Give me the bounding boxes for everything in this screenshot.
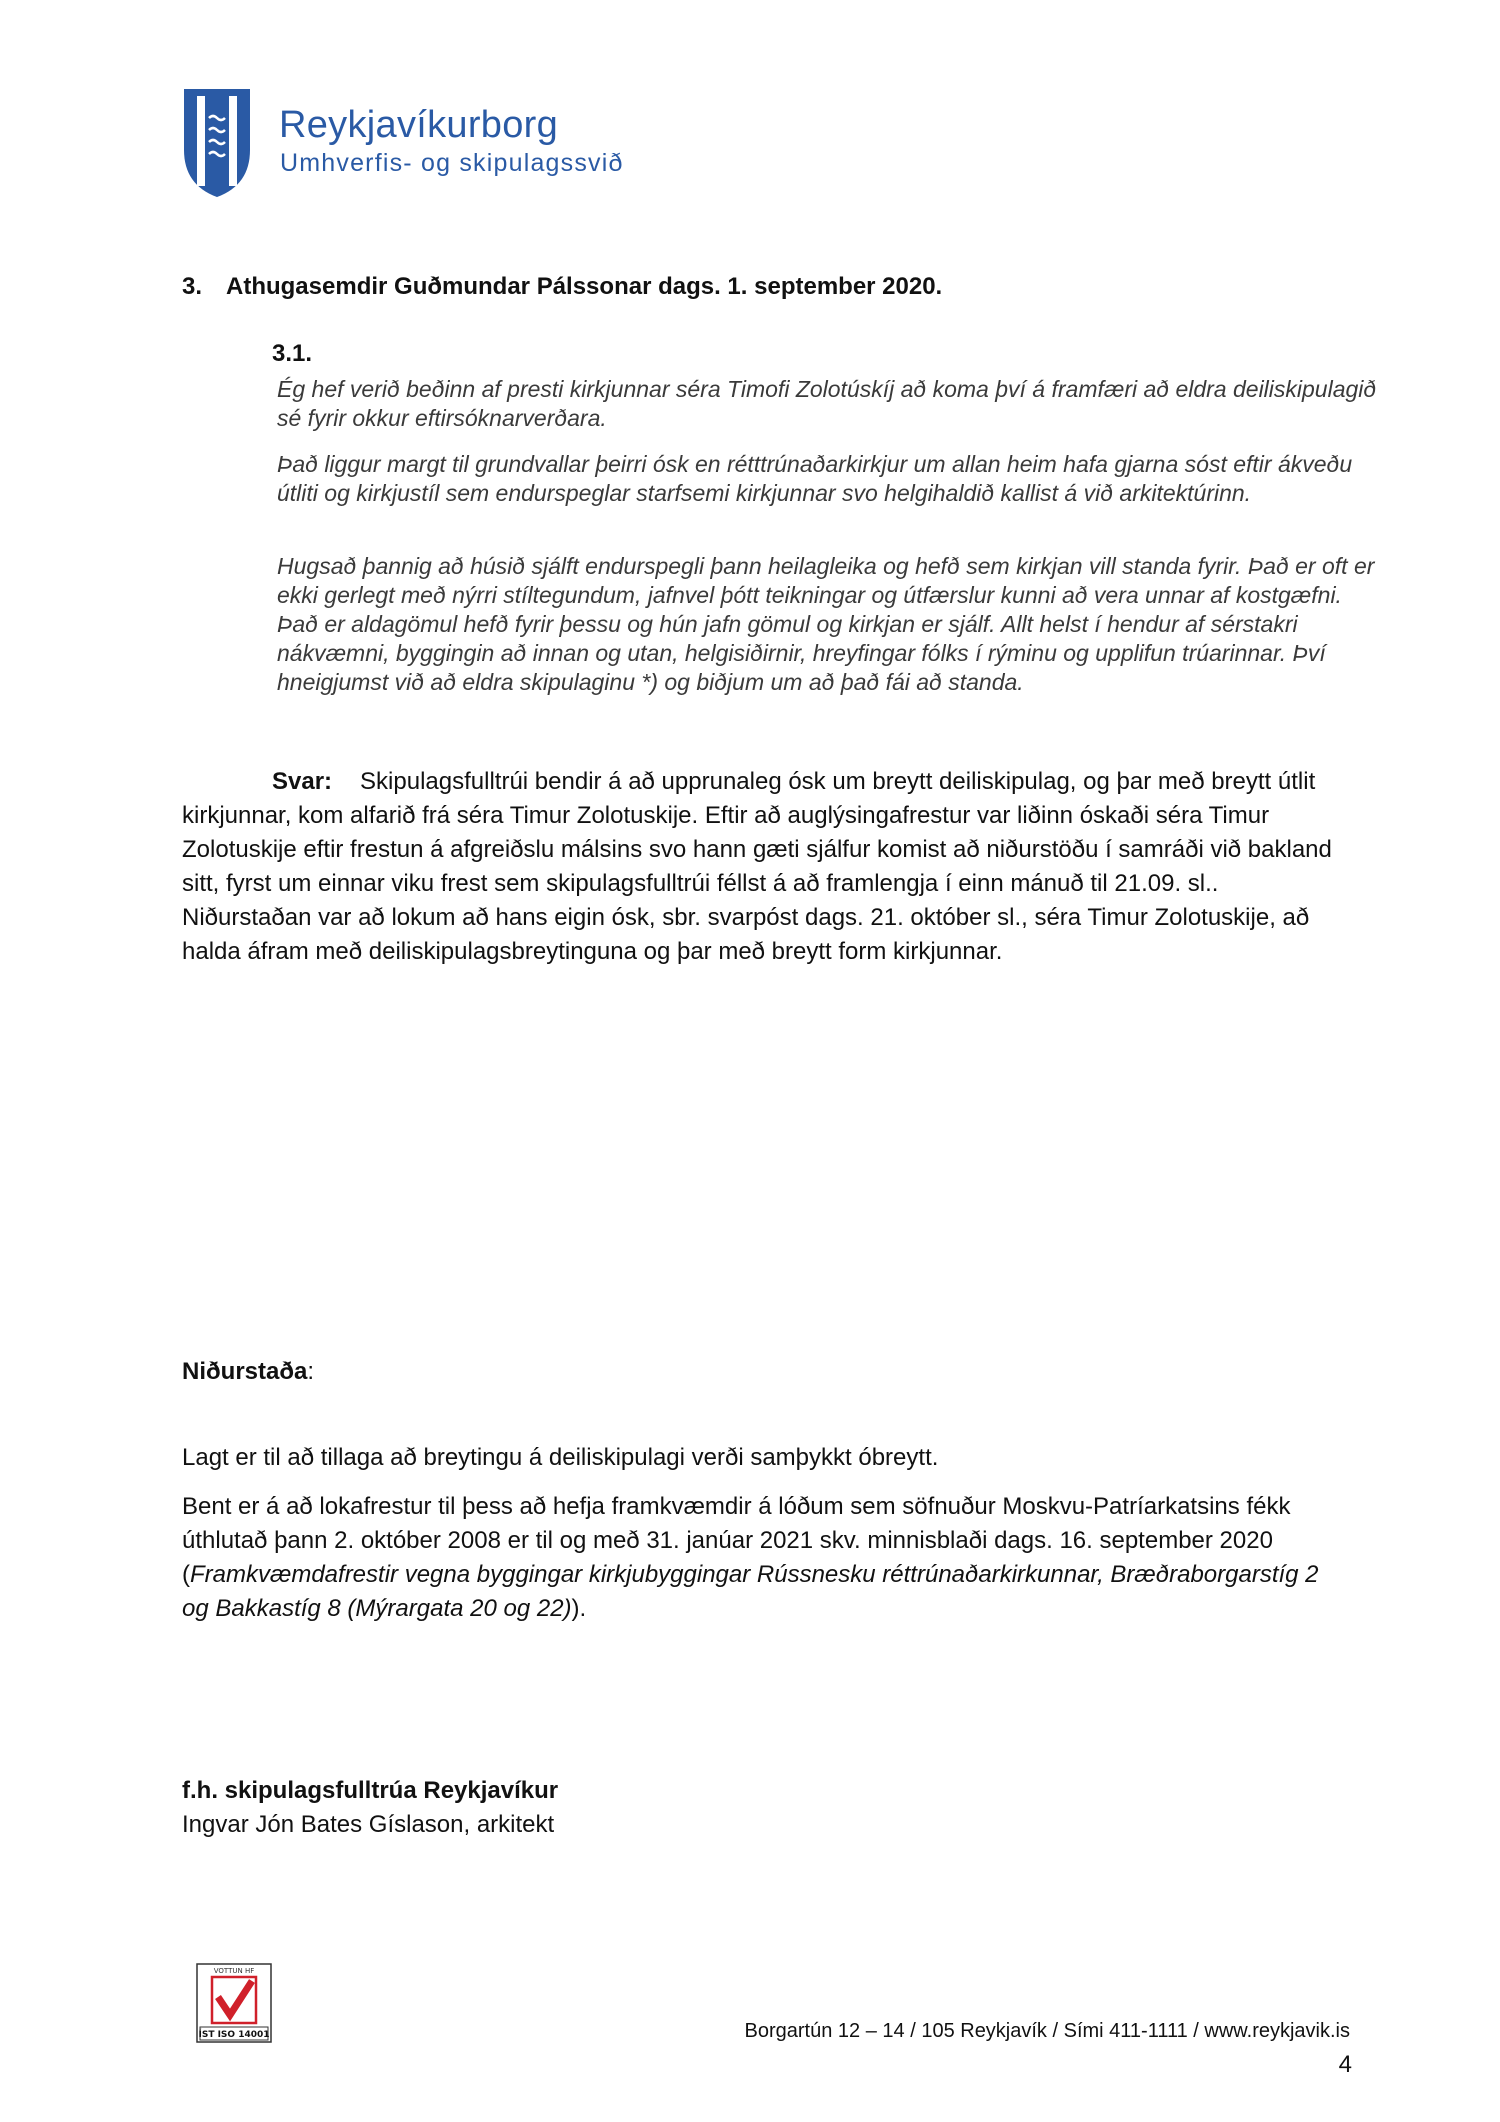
- conclusion-label: Niðurstaða: [182, 1358, 308, 1385]
- conclusion-paragraph-2-end: ).: [571, 1595, 587, 1622]
- conclusion-paragraph-2-start: Bent er á að lokafrestur til þess að hefja framkvæmdir á lóðum sem söfnuður Moskvu-Patríarkatsins fékk úthlutað þann 2. október 2008 er til og með 31. janúar 2021 skv. minnisblaði dags. 16. september 2020 (: [182, 1493, 1291, 1588]
- answer-label: Svar:: [272, 768, 333, 795]
- section-heading: [182, 272, 942, 302]
- quote-paragraph-1: Ég hef verið beðinn af presti kirkjunnar séra Timofi Zolotúskíj að koma því á framfæri að eldra deiliskipulagið sé fyrir okkur eftirsóknarverðara.: [277, 376, 1377, 431]
- section-number: 3.: [182, 273, 203, 300]
- conclusion-heading: [182, 1357, 314, 1387]
- signature-title: f.h. skipulagsfulltrúa Reykjavíkur: [182, 1777, 559, 1804]
- org-name: Reykjavíkurborg: [279, 104, 559, 146]
- iso-certification-logo: [196, 1963, 272, 2043]
- signature-name: Ingvar Jón Bates Gíslason, arkitekt: [182, 1811, 555, 1838]
- memo-title: Framkvæmdafrestir vegna byggingar kirkjubyggingar Rússnesku réttrúnaðarkirkunnar, Bræðraborgarstíg 2 og Bakkastíg 8 (Mýrargata 20 og 22): [182, 1561, 1319, 1622]
- section-title: Athugasemdir Guðmundar Pálssonar dags. 1. september 2020.: [226, 273, 943, 300]
- quote-paragraph-3: Hugsað þannig að húsið sjálft endurspegli þann heilagleika og hefð sem kirkjan vill standa fyrir. Það er oft er ekki gerlegt með nýrri stíltegundum, jafnvel þótt teikningar og útfærslur kunni að vera unnar af kostgæfni. Það er aldagömul hefð fyrir þessu og hún jafn gömul og kirkjan er sjálf. Allt helst í hendur af sérstakri nákvæmni, byggingin að innan og utan, helgisiðirnir, hreyfingar fólks í rýminu og upplifun trúarinnar. Því hneigjumst við að eldra skipulaginu *) og biðjum um að það fái að standa.: [277, 553, 1375, 695]
- subsection-number: 3.1.: [272, 340, 313, 367]
- page-number: 4: [1338, 2051, 1352, 2078]
- reykjavik-coat-of-arms-logo: [183, 88, 251, 198]
- answer-paragraph: [182, 765, 1332, 969]
- footer-address: Borgartún 12 – 14 / 105 Reykjavík / Sími 411-1111 / www.reykjavik.is: [744, 2020, 1350, 2042]
- cert-top-text: VOTTUN HF: [213, 1967, 255, 1975]
- cert-bottom-text: ÍST ISO 14001: [198, 2030, 270, 2040]
- department-name: Umhverfis- og skipulagssvið: [280, 149, 624, 177]
- quote-paragraph-2: Það liggur margt til grundvallar þeirri ósk en rétttrúnaðarkirkjur um allan heim hafa gjarna sóst eftir ákveðu útliti og kirkjustíl sem endurspeglar starfsemi kirkjunnar svo helgihaldið kallist á við arkitektúrinn.: [277, 451, 1353, 506]
- conclusion-paragraph-2: [182, 1490, 1332, 1626]
- conclusion-paragraph-1: Lagt er til að tillaga að breytingu á deiliskipulagi verði samþykkt óbreytt.: [182, 1444, 939, 1471]
- conclusion-colon: :: [307, 1358, 315, 1385]
- answer-text: Skipulagsfulltrúi bendir á að upprunaleg ósk um breytt deiliskipulag, og þar með breytt útlit kirkjunnar, kom alfarið frá séra Timur Zolotuskije. Eftir að auglýsingafrestur var liðinn óskaði séra Timur Zolotuskije eftir frestun á afgreiðslu málsins svo hann gæti sjálfur komist að niðurstöðu í samráði við bakland sitt, fyrst um einnar viku frest sem skipulagsfulltrúi féllst á að framlengja í einn mánuð til 21.09. sl.. Niðurstaðan var að lokum að hans eigin ósk, sbr. svarpóst dags. 21. október sl., séra Timur Zolotuskije, að halda áfram með deiliskipulagsbreytinguna og þar með breytt form kirkjunnar.: [182, 768, 1332, 965]
